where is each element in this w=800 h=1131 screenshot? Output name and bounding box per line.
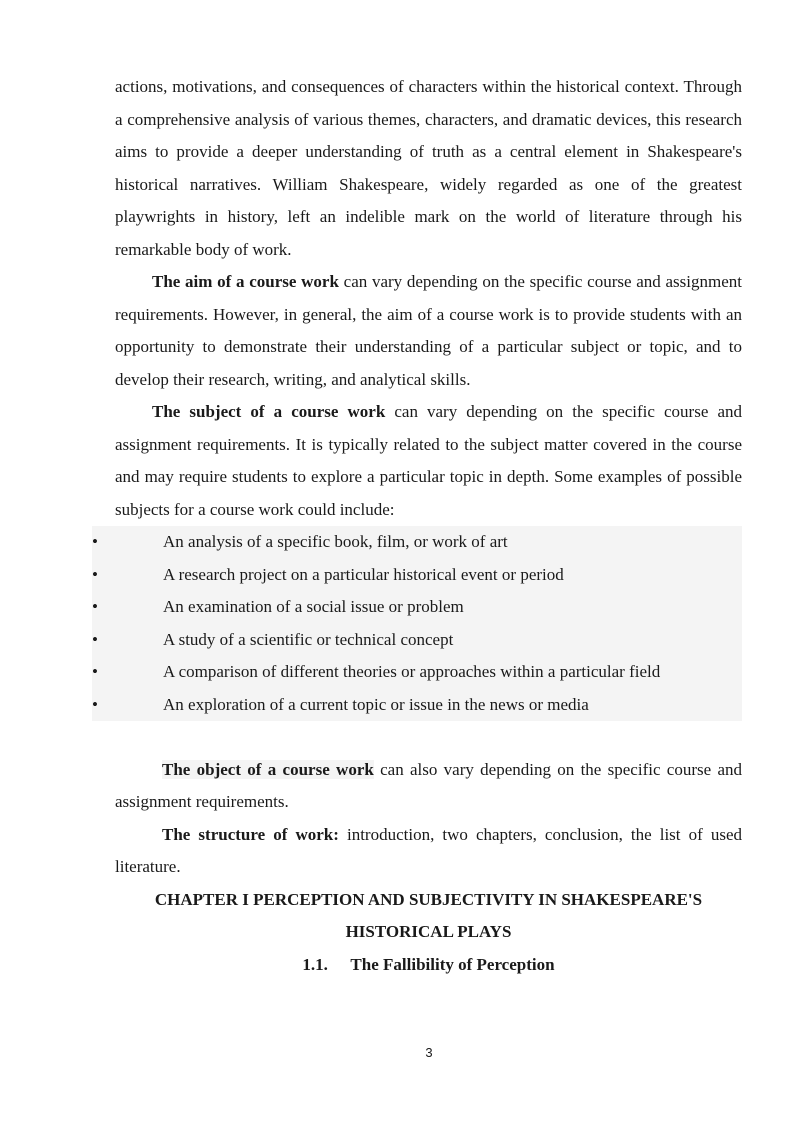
bullet-marker: • xyxy=(92,629,98,649)
section-title: The Fallibility of Perception xyxy=(350,954,555,974)
aim-text: can vary depending on the specific course and assignment requirements. However, in general, the aim of a course work is to provide students with an opportunity to demonstrate their understanding of a particular subject or topic, and to develop their research, writing, and analytical skills. xyxy=(115,272,742,389)
structure-text: introduction, two chapters, conclusion, the list of used literature. xyxy=(115,824,742,876)
list-item: • A comparison of different theories or approaches within a particular field xyxy=(92,656,742,689)
bullet-marker: • xyxy=(92,532,98,551)
subject-examples-list xyxy=(92,526,742,721)
chapter-heading-line: CHAPTER I PERCEPTION AND SUBJECTIVITY IN SHAKESPEARE'S xyxy=(154,889,703,909)
bullet-marker: • xyxy=(92,662,98,681)
structure-label: The structure of work: xyxy=(162,824,339,844)
subject-label: The subject of a course work xyxy=(152,402,386,421)
object-label: The object of a course work xyxy=(162,759,374,779)
subject-paragraph xyxy=(115,396,742,526)
subject-text: can vary depending on the specific course and assignment requirements. It is typically related to the subject matter covered in the course and may require students to explore a particular topic in depth. Some examples of possible subjects for a course work could include: xyxy=(115,402,743,519)
list-item: • An examination of a social issue or problem xyxy=(92,591,742,624)
chapter-heading xyxy=(115,884,742,949)
bullet-marker: • xyxy=(92,597,98,616)
list-item: • An analysis of a specific book, film, or work of art xyxy=(92,526,742,559)
list-item: • A study of a scientific or technical concept xyxy=(92,624,742,657)
intro-paragraph: actions, motivations, and consequences of characters within the historical context. Through a comprehensive analysis of various themes, characters, and dramatic devices, this research aims to provide a deeper understanding of truth as a central element in Shakespeare's historical narratives. William Shakespeare, widely regarded as one of the greatest playwrights in history, left an indelible mark on the world of literature through his remarkable body of work. xyxy=(115,77,742,259)
list-item: • A research project on a particular historical event or period xyxy=(92,559,742,592)
document-body xyxy=(92,71,743,981)
bullet-marker: • xyxy=(92,694,98,714)
object-text: can also vary depending on the specific course and assignment requirements. xyxy=(115,759,742,811)
page-number: 3 xyxy=(425,1045,433,1060)
aim-paragraph xyxy=(115,266,742,396)
list-item: • An exploration of a current topic or issue in the news or media xyxy=(92,689,742,722)
aim-label: The aim of a course work xyxy=(152,272,339,291)
bullet-marker: • xyxy=(92,564,98,584)
chapter-heading-line: HISTORICAL PLAYS xyxy=(345,922,512,941)
section-number: 1.1. xyxy=(302,954,328,974)
blank-line xyxy=(115,721,742,754)
object-paragraph xyxy=(115,754,742,819)
structure-paragraph xyxy=(115,819,742,884)
section-heading xyxy=(115,949,742,982)
